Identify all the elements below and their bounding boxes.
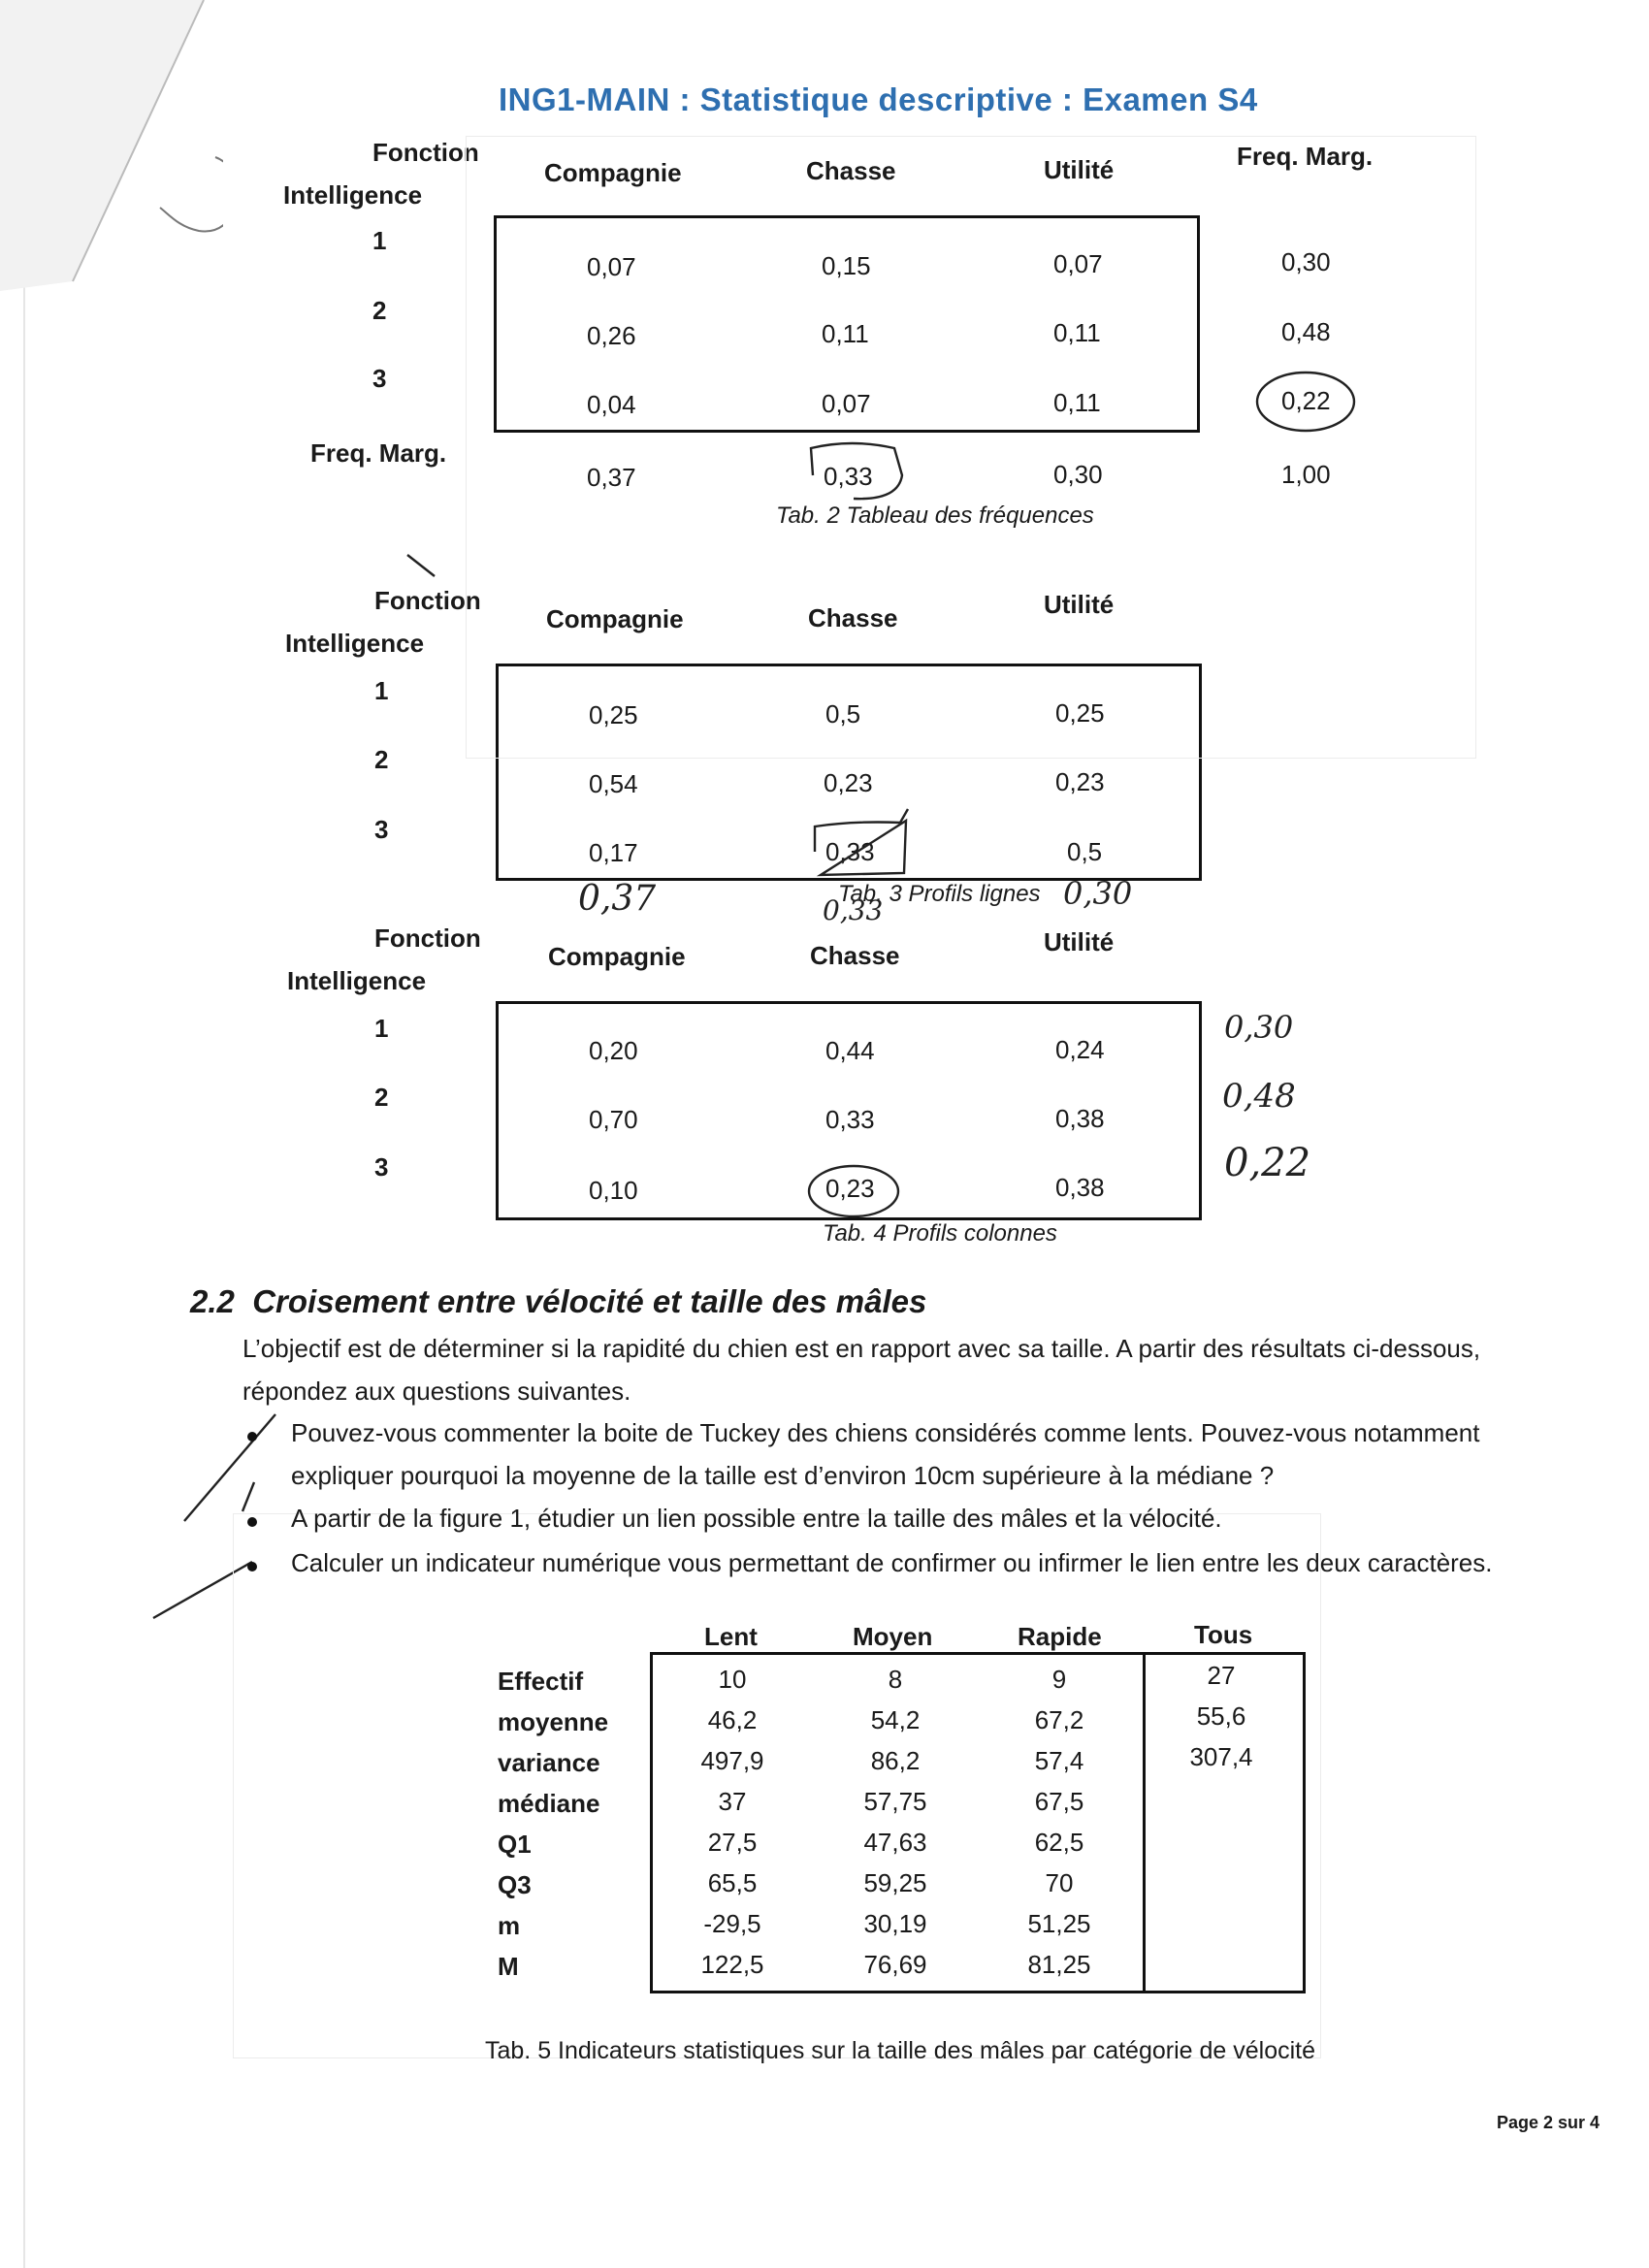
bullet-text: A partir de la figure 1, étudier un lien possible entre la taille des mâles et la vélocité.	[291, 1504, 1222, 1533]
table-cell: 0,07	[822, 389, 871, 418]
table-cell: 57,75	[863, 1787, 927, 1816]
bullet-text: Pouvez-vous commenter la boite de Tuckey des chiens considérés comme lents. Pouvez-vous notamment	[291, 1418, 1480, 1447]
table-cell: 27,5	[707, 1828, 758, 1857]
table-cell: 0,26	[587, 321, 636, 350]
row-label: 3	[372, 364, 387, 393]
table-cell: 54,2	[870, 1705, 921, 1734]
table-cell: 57,4	[1034, 1746, 1084, 1775]
bullet-dot	[247, 1562, 257, 1571]
column-header: Compagnie	[544, 158, 682, 187]
table-cell: 86,2	[870, 1746, 921, 1775]
row-label: Freq. Marg.	[310, 438, 447, 468]
folded-corner	[0, 0, 223, 291]
row-label: moyenne	[498, 1707, 609, 1736]
column-header: Utilité	[1044, 155, 1115, 184]
table-cell: 0,15	[822, 251, 871, 280]
table-cell: 30,19	[863, 1909, 927, 1938]
table-cell: 37	[718, 1787, 747, 1816]
column-header: Compagnie	[546, 604, 684, 633]
page-number: Page 2 sur 4	[1497, 2113, 1600, 2132]
column-header: Freq. Marg.	[1237, 142, 1374, 171]
row-label: 3	[374, 815, 389, 844]
column-header: Utilité	[1044, 927, 1115, 956]
table-cell: 0,23	[1055, 767, 1105, 796]
row-label: Q1	[498, 1830, 532, 1859]
table-cell: 67,5	[1034, 1787, 1084, 1816]
row-label: médiane	[498, 1789, 600, 1818]
row-label: m	[498, 1911, 521, 1940]
table-cell: 0,30	[1281, 247, 1331, 276]
table-cell: 47,63	[863, 1828, 927, 1857]
table-cell: 46,2	[707, 1705, 758, 1734]
table-cell: 0,22	[1281, 386, 1331, 415]
handwritten-note: 0,48	[1222, 1077, 1296, 1116]
table-cell: -29,5	[703, 1909, 761, 1938]
table-cell: 0,24	[1055, 1035, 1105, 1064]
corner-col-label: Fonction	[374, 923, 481, 953]
table-cell: 0,37	[587, 463, 636, 492]
column-header: Utilité	[1044, 590, 1115, 619]
bullet-text: expliquer pourquoi la moyenne de la taille est d’environ 10cm supérieure à la médiane ?	[291, 1461, 1275, 1490]
column-header: Tous	[1194, 1620, 1253, 1649]
page-edge	[23, 0, 25, 2268]
column-header: Moyen	[853, 1622, 933, 1651]
corner-row-label: Intelligence	[283, 180, 423, 210]
table-cell: 0,70	[589, 1105, 638, 1134]
handwritten-note: 0,37	[578, 879, 657, 919]
handwritten-note: 0,30	[1224, 1009, 1294, 1046]
column-header: Compagnie	[548, 942, 686, 971]
handwritten-note: 0,33	[823, 894, 884, 926]
section-title: Croisement entre vélocité et taille des mâles	[252, 1283, 927, 1319]
page-title: ING1-MAIN : Statistique descriptive : Examen S4	[499, 81, 1258, 117]
table-cell: 0,25	[1055, 698, 1105, 728]
table-cell: 62,5	[1034, 1828, 1084, 1857]
tick-mark	[242, 1482, 254, 1511]
row-label: 3	[374, 1152, 389, 1182]
table-cell: 0,23	[825, 1174, 875, 1203]
table-cell: 59,25	[863, 1868, 927, 1897]
row-label: 2	[374, 1083, 389, 1112]
table-cell: 10	[718, 1665, 747, 1694]
row-label: 1	[374, 1014, 389, 1043]
section-heading	[190, 1283, 926, 1320]
table-cell: 0,23	[824, 768, 873, 797]
tick-mark	[184, 1414, 275, 1521]
row-label: M	[498, 1952, 519, 1981]
table-cell: 0,38	[1055, 1173, 1105, 1202]
row-label: Q3	[498, 1870, 532, 1899]
table-cell: 1,00	[1281, 460, 1331, 489]
table-cell: 497,9	[700, 1746, 764, 1775]
table-caption: Tab. 4 Profils colonnes	[823, 1220, 1057, 1247]
table-cell: 0,07	[587, 252, 636, 281]
column-header: Rapide	[1018, 1622, 1102, 1651]
table-cell: 0,07	[1053, 249, 1103, 278]
table-cell: 76,69	[863, 1950, 927, 1979]
column-header: Chasse	[810, 941, 900, 970]
table-cell: 0,33	[824, 462, 873, 491]
column-header: Chasse	[806, 156, 896, 185]
row-label: 2	[374, 745, 389, 774]
bullet-dot	[247, 1517, 257, 1527]
row-label: variance	[498, 1748, 600, 1777]
row-label: 1	[372, 226, 387, 255]
table-cell: 0,11	[822, 319, 869, 348]
table-box	[650, 1652, 1146, 1993]
row-label: 2	[372, 296, 387, 325]
table-cell: 9	[1051, 1665, 1067, 1694]
bullet-text: Calculer un indicateur numérique vous permettant de confirmer ou infirmer le lien entre les deux caractères.	[291, 1548, 1493, 1577]
table-cell: 0,25	[589, 700, 638, 729]
corner-row-label: Intelligence	[287, 966, 427, 995]
bullet-dot	[247, 1432, 257, 1442]
handwritten-note: 0,22	[1224, 1141, 1311, 1185]
table-cell: 0,54	[589, 769, 638, 798]
table-cell: 122,5	[700, 1950, 764, 1979]
table-cell: 0,44	[825, 1036, 875, 1065]
table-cell: 70	[1045, 1868, 1074, 1897]
corner-row-label: Intelligence	[285, 629, 425, 658]
row-label: Effectif	[498, 1667, 584, 1696]
corner-col-label: Fonction	[372, 138, 479, 167]
intro-text: répondez aux questions suivantes.	[242, 1377, 631, 1406]
table-cell: 0,38	[1055, 1104, 1105, 1133]
table-cell: 0,33	[825, 837, 875, 866]
table-cell: 0,17	[589, 838, 638, 867]
table-cell: 8	[888, 1665, 903, 1694]
table-cell: 0,33	[825, 1105, 875, 1134]
handwritten-note: 0,30	[1063, 875, 1133, 912]
table-caption: Tab. 5 Indicateurs statistiques sur la taille des mâles par catégorie de vélocité	[485, 2037, 1316, 2064]
bleed-through-frame	[466, 136, 1476, 759]
table-cell: 0,30	[1053, 460, 1103, 489]
table-cell: 67,2	[1034, 1705, 1084, 1734]
column-header: Lent	[704, 1622, 758, 1651]
table-cell: 0,04	[587, 390, 636, 419]
table-cell: 0,5	[825, 699, 861, 729]
table-cell: 51,25	[1027, 1909, 1091, 1938]
row-label: 1	[374, 676, 389, 705]
table-cell: 0,11	[1053, 388, 1101, 417]
table-cell: 81,25	[1027, 1950, 1091, 1979]
column-header: Chasse	[808, 603, 898, 632]
table-cell: 27	[1207, 1661, 1236, 1690]
table-cell: 0,11	[1053, 318, 1101, 347]
table-cell: 0,20	[589, 1036, 638, 1065]
table-cell: 0,10	[589, 1176, 638, 1205]
section-number: 2.2	[190, 1283, 235, 1319]
table-cell: 65,5	[707, 1868, 758, 1897]
table-cell: 0,5	[1067, 837, 1103, 866]
corner-col-label: Fonction	[374, 586, 481, 615]
table-caption: Tab. 3 Profils lignes	[838, 881, 1041, 907]
table-caption: Tab. 2 Tableau des fréquences	[776, 502, 1094, 529]
table-cell: 0,48	[1281, 317, 1331, 346]
table-cell: 307,4	[1189, 1742, 1253, 1771]
stray-mark	[407, 555, 435, 576]
table-cell: 55,6	[1196, 1701, 1246, 1731]
intro-text: L’objectif est de déterminer si la rapidité du chien est en rapport avec sa taille. A partir des résultats ci-dessous,	[242, 1334, 1481, 1363]
